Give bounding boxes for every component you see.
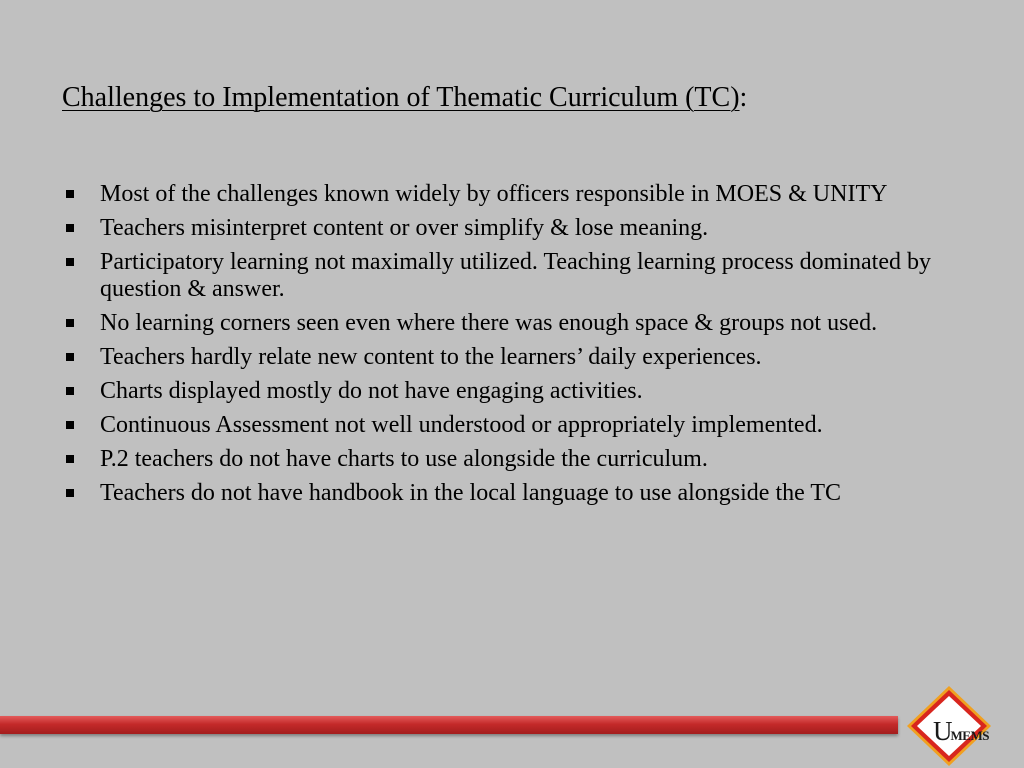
umems-logo [905,684,1005,768]
bullet-text: Teachers misinterpret content or over simplify & lose meaning. [100,215,709,241]
square-bullet-icon [66,319,74,327]
bullet-text: Teachers do not have handbook in the local language to use alongside the TC [100,480,841,506]
logo-initial: U [933,716,953,746]
square-bullet-icon [66,455,74,463]
square-bullet-icon [66,190,74,198]
bullet-text: Charts displayed mostly do not have engaging activities. [100,378,643,404]
bullet-item [62,249,962,303]
square-bullet-icon [66,353,74,361]
bullet-item [62,412,962,439]
bullet-text: Teachers hardly relate new content to the learners’ daily experiences. [100,344,762,370]
slide-title-text: Challenges to Implementation of Thematic Curriculum (TC) [62,82,740,113]
bullet-text: Continuous Assessment not well understood or appropriately implemented. [100,412,823,438]
square-bullet-icon [66,489,74,497]
bullet-item [62,181,962,208]
square-bullet-icon [66,258,74,266]
square-bullet-icon [66,421,74,429]
bullet-item [62,344,962,371]
bullet-item [62,480,962,507]
bullet-text: Participatory learning not maximally utilized. Teaching learning process dominated by question & answer. [100,249,931,302]
slide-title-colon: : [739,82,748,113]
square-bullet-icon [66,387,74,395]
bullet-item [62,378,962,405]
footer-bar [0,716,898,734]
bullet-list [62,181,962,514]
bullet-text: P.2 teachers do not have charts to use alongside the curriculum. [100,446,708,472]
bullet-item [62,310,962,337]
logo-rest: MEMS [950,728,989,743]
logo-text [933,718,989,745]
bullet-item [62,446,962,473]
bullet-text: Most of the challenges known widely by officers responsible in MOES & UNITY [100,181,888,207]
bullet-item [62,215,962,242]
bullet-text: No learning corners seen even where there was enough space & groups not used. [100,310,878,336]
square-bullet-icon [66,224,74,232]
slide-title [62,78,747,118]
